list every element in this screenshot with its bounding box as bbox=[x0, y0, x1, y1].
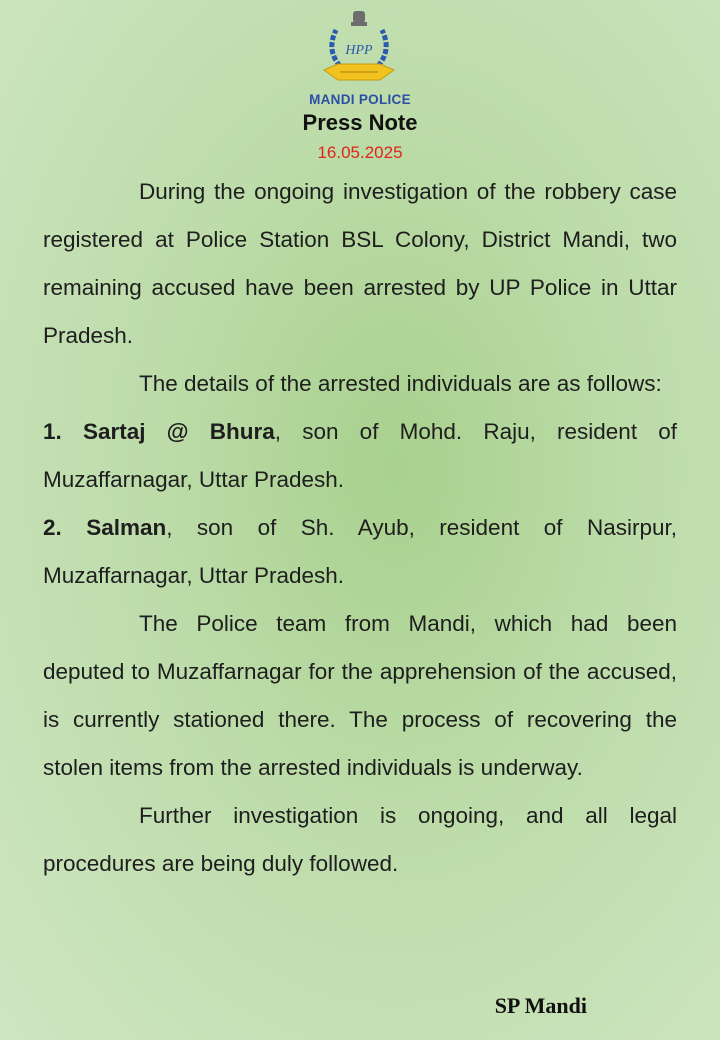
accused-number: 2. bbox=[43, 515, 62, 540]
accused-name: Salman bbox=[86, 515, 167, 540]
signature: SP Mandi bbox=[494, 993, 587, 1018]
himachal-police-logo bbox=[318, 8, 400, 94]
paragraph-team: The Police team from Mandi, which had been deputed to Muzaffarnagar for the apprehension of the accused, is currently stationed there. The process of recovering the stolen items from the arrested individuals is underway. bbox=[43, 611, 677, 780]
svg-text:HPP: HPP bbox=[345, 43, 373, 58]
paragraph-closing: Further investigation is ongoing, and all legal procedures are being duly followed. bbox=[43, 803, 677, 876]
accused-number: 1. bbox=[43, 419, 62, 444]
accused-name: Sartaj @ Bhura bbox=[82, 419, 275, 444]
press-note-date: 16.05.2025 bbox=[317, 143, 403, 162]
accused-item bbox=[43, 408, 677, 504]
page-title: Press Note bbox=[302, 110, 418, 135]
accused-details: , son of Sh. Ayub, resident of Nasirpur, Muzaffarnagar, Uttar Pradesh. bbox=[43, 515, 677, 588]
accused-details: , son of Mohd. Raju, resident of Muzaffarnagar, Uttar Pradesh. bbox=[43, 419, 678, 492]
press-note-body bbox=[43, 168, 677, 888]
organization-name: MANDI POLICE bbox=[309, 92, 411, 107]
accused-item bbox=[43, 504, 677, 600]
paragraph-intro: During the ongoing investigation of the robbery case registered at Police Station BSL Colony, District Mandi, two remaining accused have been arrested by UP Police in Uttar Pradesh. bbox=[43, 179, 677, 348]
paragraph-details: The details of the arrested individuals are as follows: bbox=[139, 371, 662, 396]
